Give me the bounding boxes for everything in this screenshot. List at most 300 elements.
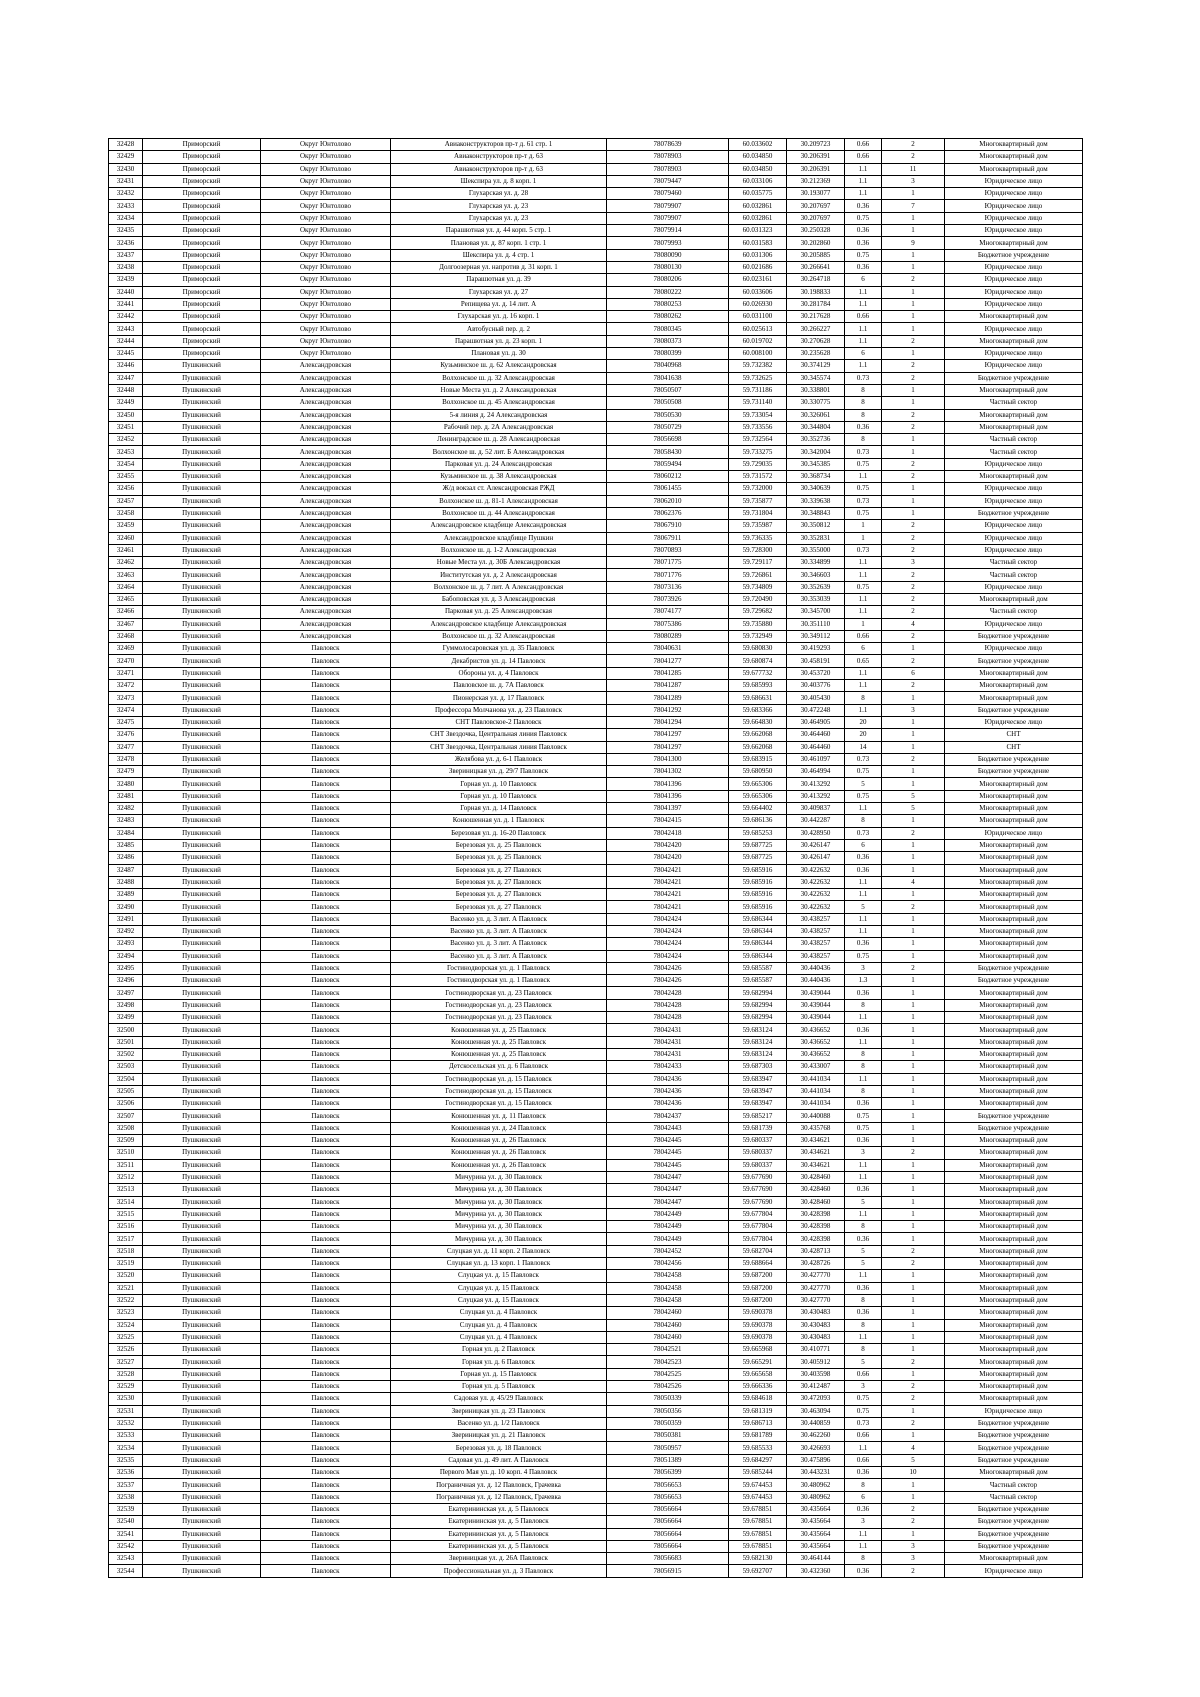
- count-cell: 1: [882, 1331, 945, 1343]
- row-number-cell: 32481: [109, 790, 143, 802]
- latitude-cell: 59.690378: [729, 1331, 787, 1343]
- category-cell: Многоквартирный дом: [945, 926, 1083, 938]
- district-cell: Пушкинский: [143, 384, 261, 396]
- district-cell: Пушкинский: [143, 1540, 261, 1552]
- count-cell: 2: [882, 1417, 945, 1429]
- district-cell: Пушкинский: [143, 680, 261, 692]
- longitude-cell: 30.440436: [787, 975, 845, 987]
- count-cell: 2: [882, 532, 945, 544]
- count-cell: 1: [882, 1307, 945, 1319]
- row-number-cell: 32468: [109, 630, 143, 642]
- municipality-cell: Округ Юнтолово: [261, 286, 391, 298]
- count-cell: 1: [882, 1024, 945, 1036]
- latitude-cell: 59.732625: [729, 372, 787, 384]
- count-cell: 1: [882, 926, 945, 938]
- object-id-cell: 78080373: [607, 335, 729, 347]
- category-cell: Многоквартирный дом: [945, 1393, 1083, 1405]
- longitude-cell: 30.206391: [787, 163, 845, 175]
- latitude-cell: 60.034850: [729, 163, 787, 175]
- category-cell: Многоквартирный дом: [945, 1048, 1083, 1060]
- row-number-cell: 32491: [109, 913, 143, 925]
- count-cell: 5: [882, 803, 945, 815]
- category-cell: Многоквартирный дом: [945, 311, 1083, 323]
- district-cell: Пушкинский: [143, 1319, 261, 1331]
- count-cell: 1: [882, 1048, 945, 1060]
- object-id-cell: 78041396: [607, 778, 729, 790]
- table-row: [109, 1184, 1083, 1196]
- count-cell: 1: [882, 1491, 945, 1503]
- latitude-cell: 59.686631: [729, 692, 787, 704]
- address-cell: Парашютная ул. д. 39: [391, 274, 607, 286]
- address-cell: Слуцкая ул. д. 11 корп. 2 Павловск: [391, 1245, 607, 1257]
- object-id-cell: 78080130: [607, 261, 729, 273]
- district-cell: Пушкинский: [143, 729, 261, 741]
- latitude-cell: 59.685916: [729, 901, 787, 913]
- latitude-cell: 59.729035: [729, 458, 787, 470]
- category-cell: Многоквартирный дом: [945, 1221, 1083, 1233]
- latitude-cell: 60.032861: [729, 212, 787, 224]
- volume-cell: 0.73: [845, 827, 882, 839]
- longitude-cell: 30.266227: [787, 323, 845, 335]
- longitude-cell: 30.464994: [787, 766, 845, 778]
- table-row: [109, 1270, 1083, 1282]
- volume-cell: 0.36: [845, 225, 882, 237]
- count-cell: 1: [882, 1122, 945, 1134]
- address-cell: Ленинградское ш. д. 28 Александровская: [391, 434, 607, 446]
- table-row: [109, 557, 1083, 569]
- table-row: [109, 1380, 1083, 1392]
- count-cell: 6: [882, 667, 945, 679]
- municipality-cell: Округ Юнтолово: [261, 163, 391, 175]
- count-cell: 1: [882, 1405, 945, 1417]
- count-cell: 1: [882, 729, 945, 741]
- address-cell: Пограничная ул. д. 12 Павловск, Грачевка: [391, 1479, 607, 1491]
- row-number-cell: 32489: [109, 889, 143, 901]
- table-row: [109, 446, 1083, 458]
- volume-cell: 1.1: [845, 1528, 882, 1540]
- longitude-cell: 30.202860: [787, 237, 845, 249]
- latitude-cell: 59.680950: [729, 766, 787, 778]
- volume-cell: 0.36: [845, 261, 882, 273]
- latitude-cell: 59.729117: [729, 557, 787, 569]
- address-cell: Васенко ул. д. 3 лит. А Павловск: [391, 926, 607, 938]
- row-number-cell: 32458: [109, 507, 143, 519]
- district-cell: Приморский: [143, 323, 261, 335]
- row-number-cell: 32451: [109, 421, 143, 433]
- row-number-cell: 32534: [109, 1442, 143, 1454]
- category-cell: Юридическое лицо: [945, 360, 1083, 372]
- category-cell: Юридическое лицо: [945, 348, 1083, 360]
- table-row: [109, 852, 1083, 864]
- table-row: [109, 975, 1083, 987]
- district-cell: Приморский: [143, 151, 261, 163]
- count-cell: 2: [882, 962, 945, 974]
- object-id-cell: 78078639: [607, 139, 729, 151]
- row-number-cell: 32476: [109, 729, 143, 741]
- row-number-cell: 32537: [109, 1479, 143, 1491]
- longitude-cell: 30.419293: [787, 643, 845, 655]
- category-cell: Бюджетное учреждение: [945, 1528, 1083, 1540]
- object-id-cell: 78042431: [607, 1024, 729, 1036]
- longitude-cell: 30.374129: [787, 360, 845, 372]
- latitude-cell: 59.677804: [729, 1233, 787, 1245]
- volume-cell: 1.1: [845, 471, 882, 483]
- table-row: [109, 704, 1083, 716]
- address-cell: Березовая ул. д. 27 Павловск: [391, 876, 607, 888]
- row-number-cell: 32490: [109, 901, 143, 913]
- municipality-cell: Павловск: [261, 1442, 391, 1454]
- longitude-cell: 30.410771: [787, 1344, 845, 1356]
- municipality-cell: Павловск: [261, 1528, 391, 1540]
- table-row: [109, 286, 1083, 298]
- object-id-cell: 78074177: [607, 606, 729, 618]
- row-number-cell: 32543: [109, 1553, 143, 1565]
- object-id-cell: 78067911: [607, 532, 729, 544]
- table-row: [109, 1565, 1083, 1577]
- count-cell: 1: [882, 778, 945, 790]
- municipality-cell: Павловск: [261, 1221, 391, 1233]
- municipality-cell: Павловск: [261, 1012, 391, 1024]
- table-row: [109, 680, 1083, 692]
- count-cell: 1: [882, 298, 945, 310]
- address-cell: Шекспира ул. д. 8 корп. 1: [391, 175, 607, 187]
- volume-cell: 0.75: [845, 950, 882, 962]
- volume-cell: 3: [845, 1516, 882, 1528]
- address-cell: Волхонское ш. д. 32 Александровская: [391, 372, 607, 384]
- longitude-cell: 30.326061: [787, 409, 845, 421]
- object-id-cell: 78042426: [607, 975, 729, 987]
- object-id-cell: 78056915: [607, 1565, 729, 1577]
- row-number-cell: 32501: [109, 1036, 143, 1048]
- longitude-cell: 30.440436: [787, 962, 845, 974]
- row-number-cell: 32448: [109, 384, 143, 396]
- district-cell: Пушкинский: [143, 901, 261, 913]
- category-cell: Юридическое лицо: [945, 495, 1083, 507]
- municipality-cell: Павловск: [261, 1258, 391, 1270]
- address-cell: Слуцкая ул. д. 15 Павловск: [391, 1270, 607, 1282]
- municipality-cell: Александровская: [261, 557, 391, 569]
- category-cell: Юридическое лицо: [945, 323, 1083, 335]
- count-cell: 1: [882, 1073, 945, 1085]
- district-cell: Пушкинский: [143, 1196, 261, 1208]
- table-row: [109, 1467, 1083, 1479]
- volume-cell: 5: [845, 1258, 882, 1270]
- district-cell: Приморский: [143, 237, 261, 249]
- municipality-cell: Павловск: [261, 766, 391, 778]
- category-cell: Юридическое лицо: [945, 175, 1083, 187]
- table-row: [109, 1098, 1083, 1110]
- row-number-cell: 32465: [109, 593, 143, 605]
- count-cell: 2: [882, 1380, 945, 1392]
- latitude-cell: 59.690378: [729, 1319, 787, 1331]
- table-row: [109, 815, 1083, 827]
- volume-cell: 1.1: [845, 1208, 882, 1220]
- object-id-cell: 78041285: [607, 667, 729, 679]
- municipality-cell: Павловск: [261, 839, 391, 851]
- object-id-cell: 78042428: [607, 987, 729, 999]
- object-id-cell: 78042421: [607, 864, 729, 876]
- volume-cell: 1.1: [845, 1012, 882, 1024]
- address-cell: Новые Места ул. д. 2 Александровская: [391, 384, 607, 396]
- latitude-cell: 60.019702: [729, 335, 787, 347]
- municipality-cell: Павловск: [261, 753, 391, 765]
- count-cell: 1: [882, 950, 945, 962]
- row-number-cell: 32482: [109, 803, 143, 815]
- address-cell: Конюшенная ул. д. 25 Павловск: [391, 1024, 607, 1036]
- category-cell: Многоквартирный дом: [945, 1258, 1083, 1270]
- longitude-cell: 30.458191: [787, 655, 845, 667]
- municipality-cell: Александровская: [261, 409, 391, 421]
- table-row: [109, 225, 1083, 237]
- longitude-cell: 30.352736: [787, 434, 845, 446]
- object-id-cell: 78056664: [607, 1528, 729, 1540]
- object-id-cell: 78042428: [607, 1012, 729, 1024]
- category-cell: Многоквартирный дом: [945, 864, 1083, 876]
- table-row: [109, 397, 1083, 409]
- row-number-cell: 32473: [109, 692, 143, 704]
- table-row: [109, 335, 1083, 347]
- row-number-cell: 32447: [109, 372, 143, 384]
- municipality-cell: Округ Юнтолово: [261, 139, 391, 151]
- longitude-cell: 30.281784: [787, 298, 845, 310]
- district-cell: Пушкинский: [143, 1368, 261, 1380]
- table-row: [109, 889, 1083, 901]
- latitude-cell: 59.681319: [729, 1405, 787, 1417]
- municipality-cell: Александровская: [261, 372, 391, 384]
- row-number-cell: 32440: [109, 286, 143, 298]
- object-id-cell: 78042458: [607, 1294, 729, 1306]
- object-id-cell: 78056399: [607, 1467, 729, 1479]
- latitude-cell: 59.732949: [729, 630, 787, 642]
- count-cell: 1: [882, 261, 945, 273]
- volume-cell: 1.1: [845, 286, 882, 298]
- row-number-cell: 32518: [109, 1245, 143, 1257]
- object-id-cell: 78079993: [607, 237, 729, 249]
- address-cell: Горная ул. д. 5 Павловск: [391, 1380, 607, 1392]
- address-cell: Конюшенная ул. д. 11 Павловск: [391, 1110, 607, 1122]
- count-cell: 4: [882, 1442, 945, 1454]
- latitude-cell: 59.685993: [729, 680, 787, 692]
- latitude-cell: 59.735877: [729, 495, 787, 507]
- municipality-cell: Павловск: [261, 926, 391, 938]
- count-cell: 4: [882, 618, 945, 630]
- address-cell: Садовая ул. д. 49 лит. А Павловск: [391, 1454, 607, 1466]
- category-cell: Многоквартирный дом: [945, 1368, 1083, 1380]
- longitude-cell: 30.427770: [787, 1294, 845, 1306]
- row-number-cell: 32539: [109, 1503, 143, 1515]
- municipality-cell: Павловск: [261, 667, 391, 679]
- district-cell: Пушкинский: [143, 421, 261, 433]
- volume-cell: 3: [845, 962, 882, 974]
- longitude-cell: 30.462260: [787, 1430, 845, 1442]
- volume-cell: 0.66: [845, 630, 882, 642]
- row-number-cell: 32513: [109, 1184, 143, 1196]
- district-cell: Пушкинский: [143, 1393, 261, 1405]
- object-id-cell: 78042447: [607, 1184, 729, 1196]
- district-cell: Пушкинский: [143, 1430, 261, 1442]
- municipality-cell: Александровская: [261, 471, 391, 483]
- table-row: [109, 1430, 1083, 1442]
- object-id-cell: 78042421: [607, 901, 729, 913]
- latitude-cell: 59.680337: [729, 1135, 787, 1147]
- district-cell: Пушкинский: [143, 1344, 261, 1356]
- count-cell: 2: [882, 569, 945, 581]
- row-number-cell: 32483: [109, 815, 143, 827]
- count-cell: 1: [882, 348, 945, 360]
- latitude-cell: 59.687303: [729, 1061, 787, 1073]
- municipality-cell: Павловск: [261, 913, 391, 925]
- latitude-cell: 59.677690: [729, 1171, 787, 1183]
- category-cell: Бюджетное учреждение: [945, 507, 1083, 519]
- count-cell: 1: [882, 188, 945, 200]
- district-cell: Пушкинский: [143, 593, 261, 605]
- count-cell: 1: [882, 1171, 945, 1183]
- address-cell: Волхонское ш. д. 44 Александровская: [391, 507, 607, 519]
- district-cell: Пушкинский: [143, 1503, 261, 1515]
- municipality-cell: Павловск: [261, 975, 391, 987]
- row-number-cell: 32453: [109, 446, 143, 458]
- latitude-cell: 59.674453: [729, 1491, 787, 1503]
- municipality-cell: Павловск: [261, 1122, 391, 1134]
- count-cell: 2: [882, 520, 945, 532]
- latitude-cell: 60.033602: [729, 139, 787, 151]
- category-cell: Многоквартирный дом: [945, 876, 1083, 888]
- category-cell: Многоквартирный дом: [945, 1294, 1083, 1306]
- table-row: [109, 753, 1083, 765]
- latitude-cell: 59.677804: [729, 1208, 787, 1220]
- object-id-cell: 78050530: [607, 409, 729, 421]
- row-number-cell: 32475: [109, 716, 143, 728]
- municipality-cell: Павловск: [261, 1098, 391, 1110]
- municipality-cell: Александровская: [261, 446, 391, 458]
- longitude-cell: 30.428950: [787, 827, 845, 839]
- district-cell: Пушкинский: [143, 1233, 261, 1245]
- category-cell: Многоквартирный дом: [945, 889, 1083, 901]
- row-number-cell: 32507: [109, 1110, 143, 1122]
- row-number-cell: 32430: [109, 163, 143, 175]
- volume-cell: 0.36: [845, 938, 882, 950]
- table-row: [109, 1024, 1083, 1036]
- object-id-cell: 78080222: [607, 286, 729, 298]
- table-row: [109, 839, 1083, 851]
- longitude-cell: 30.427770: [787, 1270, 845, 1282]
- category-cell: Юридическое лицо: [945, 274, 1083, 286]
- category-cell: Бюджетное учреждение: [945, 249, 1083, 261]
- row-number-cell: 32523: [109, 1307, 143, 1319]
- district-cell: Пушкинский: [143, 790, 261, 802]
- category-cell: Многоквартирный дом: [945, 1135, 1083, 1147]
- municipality-cell: Александровская: [261, 532, 391, 544]
- category-cell: Многоквартирный дом: [945, 815, 1083, 827]
- longitude-cell: 30.426693: [787, 1442, 845, 1454]
- district-cell: Пушкинский: [143, 1516, 261, 1528]
- district-cell: Пушкинский: [143, 1171, 261, 1183]
- volume-cell: 3: [845, 1380, 882, 1392]
- address-cell: Парковая ул. д. 24 Александровская: [391, 458, 607, 470]
- count-cell: 1: [882, 1110, 945, 1122]
- address-cell: Автобусный пер. д. 2: [391, 323, 607, 335]
- longitude-cell: 30.405912: [787, 1356, 845, 1368]
- address-cell: Гостинодворская ул. д. 15 Павловск: [391, 1073, 607, 1085]
- longitude-cell: 30.426147: [787, 852, 845, 864]
- object-id-cell: 78042525: [607, 1368, 729, 1380]
- table-row: [109, 987, 1083, 999]
- longitude-cell: 30.438257: [787, 950, 845, 962]
- object-id-cell: 78073926: [607, 593, 729, 605]
- row-number-cell: 32493: [109, 938, 143, 950]
- address-cell: Гостинодворская ул. д. 23 Павловск: [391, 1012, 607, 1024]
- address-cell: Березовая ул. д. 27 Павловск: [391, 901, 607, 913]
- volume-cell: 1: [845, 520, 882, 532]
- object-id-cell: 78058430: [607, 446, 729, 458]
- longitude-cell: 30.439044: [787, 999, 845, 1011]
- count-cell: 4: [882, 876, 945, 888]
- volume-cell: 1.1: [845, 569, 882, 581]
- object-id-cell: 78050957: [607, 1442, 729, 1454]
- row-number-cell: 32457: [109, 495, 143, 507]
- object-id-cell: 78050729: [607, 421, 729, 433]
- district-cell: Пушкинский: [143, 753, 261, 765]
- category-cell: Бюджетное учреждение: [945, 1110, 1083, 1122]
- longitude-cell: 30.453720: [787, 667, 845, 679]
- category-cell: Многоквартирный дом: [945, 1270, 1083, 1282]
- category-cell: Многоквартирный дом: [945, 680, 1083, 692]
- table-row: [109, 1319, 1083, 1331]
- table-row: [109, 1503, 1083, 1515]
- volume-cell: 0.73: [845, 372, 882, 384]
- volume-cell: 0.36: [845, 987, 882, 999]
- address-cell: Институтская ул. д. 2 Александровская: [391, 569, 607, 581]
- district-cell: Пушкинский: [143, 630, 261, 642]
- district-cell: Пушкинский: [143, 495, 261, 507]
- municipality-cell: Павловск: [261, 889, 391, 901]
- volume-cell: 0.75: [845, 1405, 882, 1417]
- longitude-cell: 30.250328: [787, 225, 845, 237]
- district-cell: Пушкинский: [143, 778, 261, 790]
- latitude-cell: 59.678851: [729, 1528, 787, 1540]
- volume-cell: 0.75: [845, 766, 882, 778]
- address-cell: Слуцкая ул. д. 15 Павловск: [391, 1282, 607, 1294]
- address-cell: Глухарская ул. д. 16 корп. 1: [391, 311, 607, 323]
- object-id-cell: 78041277: [607, 655, 729, 667]
- category-cell: Бюджетное учреждение: [945, 1417, 1083, 1429]
- longitude-cell: 30.464144: [787, 1553, 845, 1565]
- table-row: [109, 962, 1083, 974]
- category-cell: Многоквартирный дом: [945, 471, 1083, 483]
- count-cell: 2: [882, 1258, 945, 1270]
- longitude-cell: 30.345700: [787, 606, 845, 618]
- category-cell: Юридическое лицо: [945, 458, 1083, 470]
- longitude-cell: 30.434621: [787, 1135, 845, 1147]
- table-row: [109, 913, 1083, 925]
- latitude-cell: 59.662068: [729, 741, 787, 753]
- category-cell: Многоквартирный дом: [945, 1467, 1083, 1479]
- latitude-cell: 59.733054: [729, 409, 787, 421]
- object-id-cell: 78042460: [607, 1307, 729, 1319]
- category-cell: Многоквартирный дом: [945, 1159, 1083, 1171]
- municipality-cell: Павловск: [261, 1147, 391, 1159]
- row-number-cell: 32478: [109, 753, 143, 765]
- latitude-cell: 59.687725: [729, 852, 787, 864]
- municipality-cell: Павловск: [261, 864, 391, 876]
- address-cell: Конюшенная ул. д. 26 Павловск: [391, 1159, 607, 1171]
- volume-cell: 1.1: [845, 1036, 882, 1048]
- category-cell: Многоквартирный дом: [945, 237, 1083, 249]
- district-cell: Пушкинский: [143, 950, 261, 962]
- row-number-cell: 32509: [109, 1135, 143, 1147]
- latitude-cell: 59.665968: [729, 1344, 787, 1356]
- volume-cell: 1.1: [845, 360, 882, 372]
